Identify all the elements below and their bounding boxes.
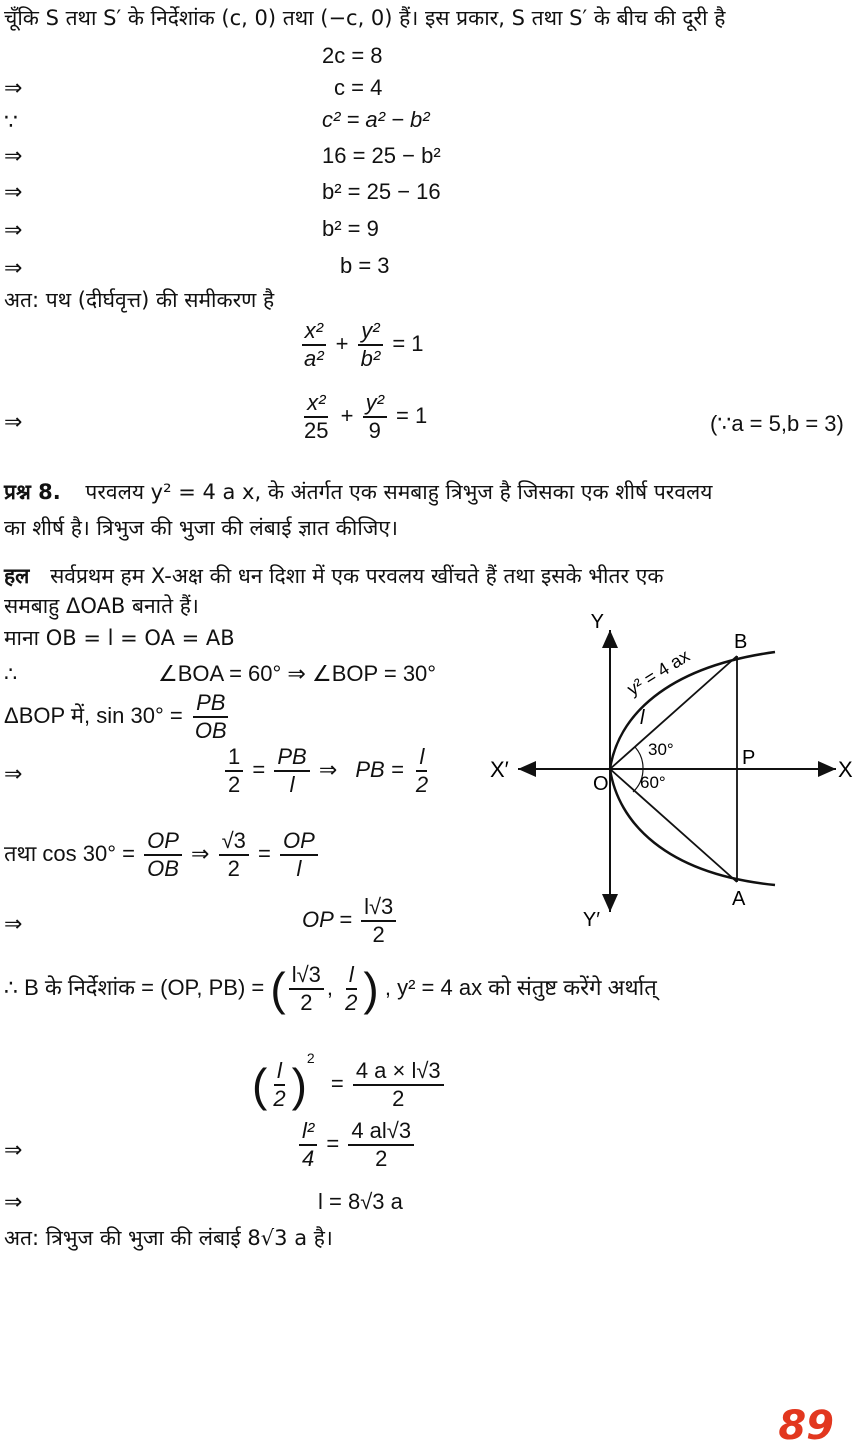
label-x: X (838, 757, 853, 782)
parabola-figure (490, 612, 854, 932)
implies-arrow: ⇒ (4, 410, 23, 435)
label-30-degrees: 30° (648, 740, 674, 759)
fraction: $\frac{4 al√3}{2}$ (348, 1118, 414, 1172)
label-60-degrees: 60° (640, 773, 666, 792)
implies-arrow: ⇒ (4, 256, 23, 281)
conclusion: अत: त्रिभुज की भुजा की लंबाई 8√3 a है। (4, 1226, 333, 1250)
since-symbol: ∵ (4, 110, 18, 135)
label-x-neg: X′ (490, 757, 509, 782)
fraction: $\frac{1}{2}$ (225, 744, 243, 798)
label-l: l (640, 707, 645, 729)
ellipse-intro: अत: पथ (दीर्घवृत्त) की समीकरण है (4, 288, 275, 312)
therefore-symbol: ∴ (4, 662, 18, 686)
question-label: प्रश्न 8. (4, 480, 61, 504)
cos-statement: तथा cos 30° = $\frac{OP}{OB}$ ⇒ $\frac{√3}{2}$ = $\frac{OP}{l}$ (4, 828, 321, 882)
fraction: $\frac{l}{2}$ (415, 744, 429, 797)
implies-arrow: ⇒ (4, 144, 23, 169)
fraction: $\frac{\text{y²}}{\text{b²}}$ (358, 318, 384, 372)
label-y-neg: Y′ (582, 909, 600, 931)
fraction: $\frac{√3}{2}$ (219, 828, 249, 882)
ellipse-equation-specific: $\frac{\text{x²}}{25}$ + $\frac{\text{y²}}{9}$ = 1 (298, 390, 427, 444)
label-parabola-equation: y² = 4 ax (623, 645, 694, 700)
implies-arrow: ⇒ (4, 180, 23, 205)
implies-arrow: ⇒ (4, 218, 23, 243)
equation-b3: b = 3 (340, 253, 390, 278)
angle-30-arc (635, 747, 643, 769)
question-line-1: परवलय y² = 4 a x, के अंतर्गत एक समबाहु त्रिभुज है जिसका एक शीर्ष परवलय (85, 480, 713, 504)
pb-derivation: $\frac{1}{2}$ = $\frac{PB}{l}$ ⇒ PB = $\frac{l}{2}$ (222, 744, 434, 798)
fraction: $\frac{l√3}{2}$ (361, 894, 396, 948)
ellipse-equation-general: $\frac{\text{x²}}{\text{a²}}$ + $\frac{\text{y²}}{\text{b²}}$ = 1 (298, 318, 424, 372)
fraction: $\frac{\text{y²}}{9}$ (363, 390, 387, 444)
op-result: OP = $\frac{l√3}{2}$ (302, 894, 399, 948)
ellipse-note: (∵a = 5,b = 3) (710, 411, 844, 436)
parabola-lower (610, 769, 775, 885)
page-number: 89 (778, 1403, 834, 1449)
solution-intro: हल सर्वप्रथम हम X-अक्ष की धन दिशा में एक परवलय खींचते हैं तथा इसके भीतर एक (4, 564, 664, 588)
side-oa (610, 769, 737, 882)
solution-label: हल (4, 564, 30, 588)
final-equation: l = 8√3 a (318, 1189, 403, 1214)
implies-arrow: ⇒ (4, 762, 23, 787)
implies-arrow: ⇒ (4, 1138, 23, 1163)
fraction: $\frac{l}{2}$ (345, 962, 358, 1015)
implies-arrow: ⇒ (4, 912, 23, 937)
label-y: Y (590, 612, 604, 633)
implies-arrow: ⇒ (4, 1190, 23, 1215)
equation-b-squared: b² = 25 − 16 (322, 179, 441, 204)
fraction: $\frac{PB}{OB}$ (194, 690, 227, 743)
question-line-2: का शीर्ष है। त्रिभुज की भुजा की लंबाई ज्ञात कीजिए। (4, 516, 398, 540)
angles-statement: ∠BOA = 60° ⇒ ∠BOP = 30° (158, 661, 437, 686)
fraction: $\frac{PB}{l}$ (274, 744, 309, 798)
question-8 (4, 478, 712, 506)
label-a: A (732, 888, 746, 910)
intro-text: चूँकि S तथा S′ के निर्देशांक (c, 0) तथा (−c, 0) हैं। इस प्रकार, S तथा S′ के बीच की दूरी है (4, 6, 726, 30)
let-statement: माना OB = l = OA = AB (4, 626, 235, 650)
label-p: P (742, 747, 756, 769)
fraction: $\frac{OP}{l}$ (280, 828, 318, 882)
label-b: B (734, 631, 748, 653)
solution-line-2: समबाहु ΔOAB बनाते हैं। (4, 594, 199, 618)
fraction: $\frac{l}{2}$ (273, 1058, 286, 1112)
fraction: $\frac{\text{l²}}{4}$ (299, 1118, 317, 1172)
equation-b2-9: b² = 9 (322, 216, 379, 241)
equation-16: 16 = 25 − b² (322, 143, 441, 168)
equation-c: c = 4 (334, 75, 383, 100)
square-equation: ( $\frac{l}{2}$ )$^2$ = $\frac{4 a \times l√3}{2}$ (252, 1044, 447, 1112)
equation-2c: 2c = 8 (322, 43, 383, 68)
coordinates-statement: ∴ B के निर्देशांक = (OP, PB) = ( $\frac{l√3}{2}$ , $\frac{l}{2}$ ) , y² = 4 ax को संतुष्ट करेंगे अर्थात् (4, 962, 657, 1015)
label-o: O (593, 773, 609, 795)
fraction: $\frac{4 a \times l√3}{2}$ (353, 1058, 444, 1112)
fraction: $\frac{\text{x²}}{25}$ (304, 390, 329, 443)
implies-arrow: ⇒ (4, 76, 23, 101)
fraction: $\frac{l√3}{2}$ (289, 962, 324, 1016)
fraction: $\frac{OP}{OB}$ (144, 828, 182, 882)
equation-c-squared: c² = a² − b² (322, 107, 430, 132)
l-squared-equation: $\frac{\text{l²}}{4}$ = $\frac{4 al√3}{2}$ (296, 1118, 417, 1172)
fraction: $\frac{\text{x²}}{\text{a²}}$ (301, 318, 327, 372)
sin-statement: ΔBOP में, sin 30° = $\frac{PB}{OB}$ (4, 690, 233, 744)
